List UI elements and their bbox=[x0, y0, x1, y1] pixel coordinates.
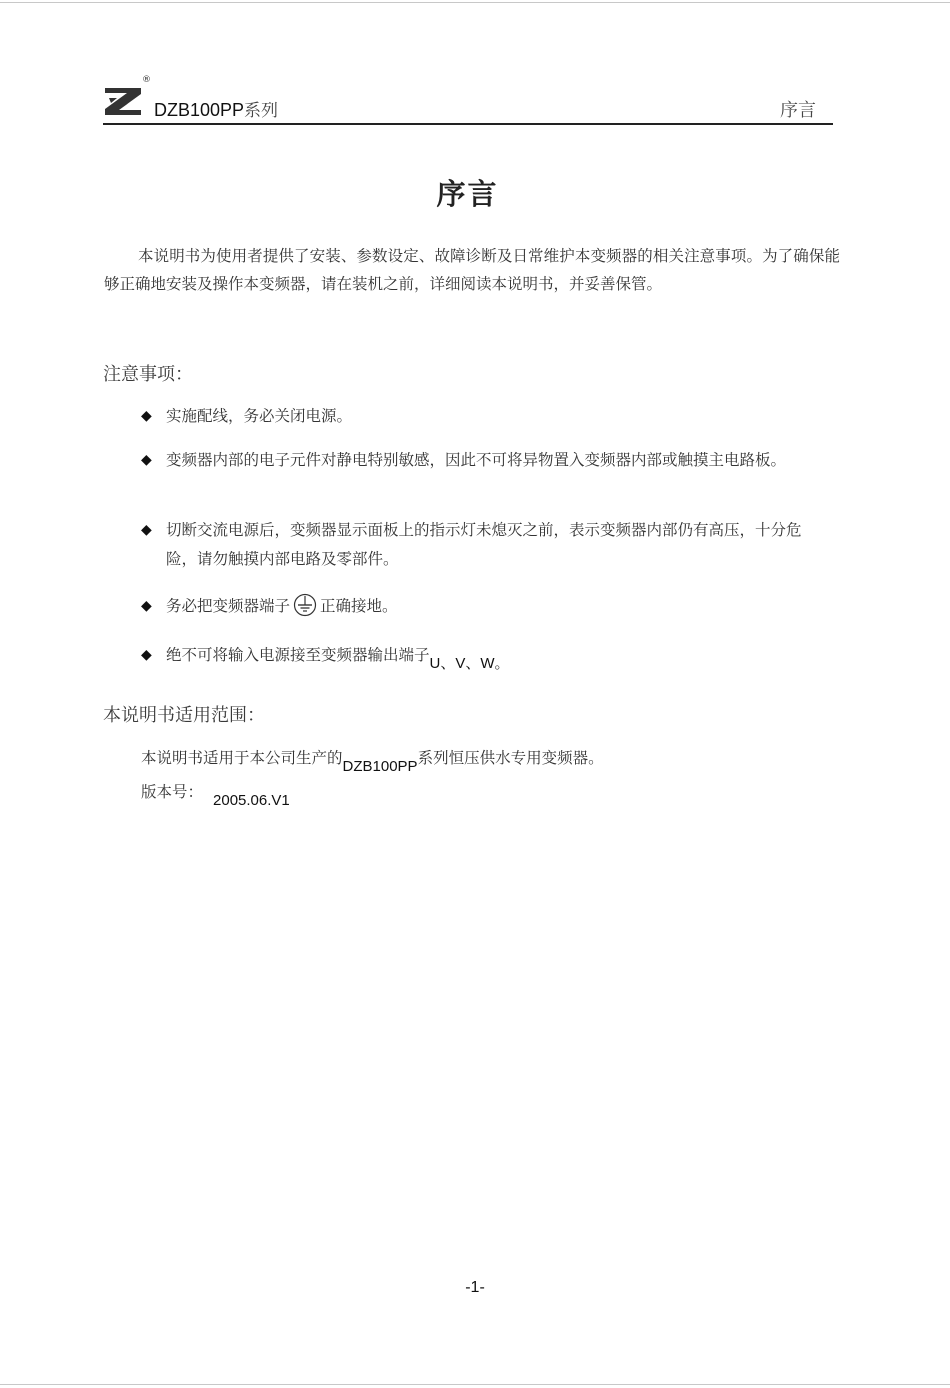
ground-text-after: 正确接地。 bbox=[320, 597, 398, 615]
bullet-diamond-icon: ◆ bbox=[141, 452, 152, 468]
company-logo-icon bbox=[103, 84, 143, 118]
note-item bbox=[141, 402, 831, 431]
note-text bbox=[141, 641, 831, 670]
notes-heading: 注意事项： bbox=[103, 364, 193, 385]
note-text: 切断交流电源后，变频器显示面板上的指示灯未熄灭之前，表示变频器内部仍有高压，十分危险，请勿触摸内部电路及零部件。 bbox=[166, 521, 802, 568]
bullet-diamond-icon: ◆ bbox=[141, 408, 152, 424]
output-text: 绝不可将输入电源接至变频器输出端子 bbox=[166, 646, 430, 664]
ground-icon bbox=[293, 593, 317, 617]
page-number: -1- bbox=[465, 1279, 485, 1296]
header-series bbox=[154, 96, 278, 121]
ground-text-before: 务必把变频器端子 bbox=[166, 597, 291, 615]
registered-mark: ® bbox=[142, 75, 151, 85]
note-text: 实施配线，务必关闭电源。 bbox=[166, 407, 353, 425]
scope-text-after: 系列恒压供水专用变频器。 bbox=[417, 749, 604, 767]
scope-statement bbox=[141, 746, 604, 775]
version-number: 2005.06.V1 bbox=[213, 792, 290, 809]
page-title: 序言 bbox=[436, 177, 499, 211]
version-label: 版本号： bbox=[141, 783, 204, 801]
version-line bbox=[141, 780, 290, 809]
output-terminals: U、V、W。 bbox=[429, 655, 510, 672]
bullet-diamond-icon: ◆ bbox=[141, 522, 152, 538]
note-text: 变频器内部的电子元件对静电特别敏感，因此不可将异物置入变频器内部或触摸主电路板。 bbox=[166, 451, 787, 469]
bullet-diamond-icon: ◆ bbox=[141, 598, 152, 614]
scope-heading: 本说明书适用范围： bbox=[103, 705, 265, 726]
header-model: DZB100PP bbox=[154, 100, 245, 120]
header-rule bbox=[103, 123, 833, 125]
note-item-output bbox=[141, 641, 831, 670]
note-item-ground bbox=[141, 592, 831, 621]
bullet-diamond-icon: ◆ bbox=[141, 647, 152, 663]
intro-paragraph: 本说明书为使用者提供了安装、参数设定、故障诊断及日常维护本变频器的相关注意事项。为了确保能够正确地安装及操作本变频器，请在装机之前，详细阅读本说明书，并妥善保管。 bbox=[104, 247, 840, 293]
note-text bbox=[141, 592, 831, 621]
header-section-title: 序言 bbox=[780, 100, 816, 121]
scope-model: DZB100PP bbox=[342, 758, 418, 775]
note-item bbox=[141, 516, 831, 574]
bottom-border-line bbox=[0, 1384, 950, 1385]
note-item bbox=[141, 446, 831, 475]
top-border-line bbox=[0, 2, 950, 3]
header-series-suffix: 系列 bbox=[244, 101, 279, 121]
scope-text-before: 本说明书适用于本公司生产的 bbox=[141, 749, 343, 767]
